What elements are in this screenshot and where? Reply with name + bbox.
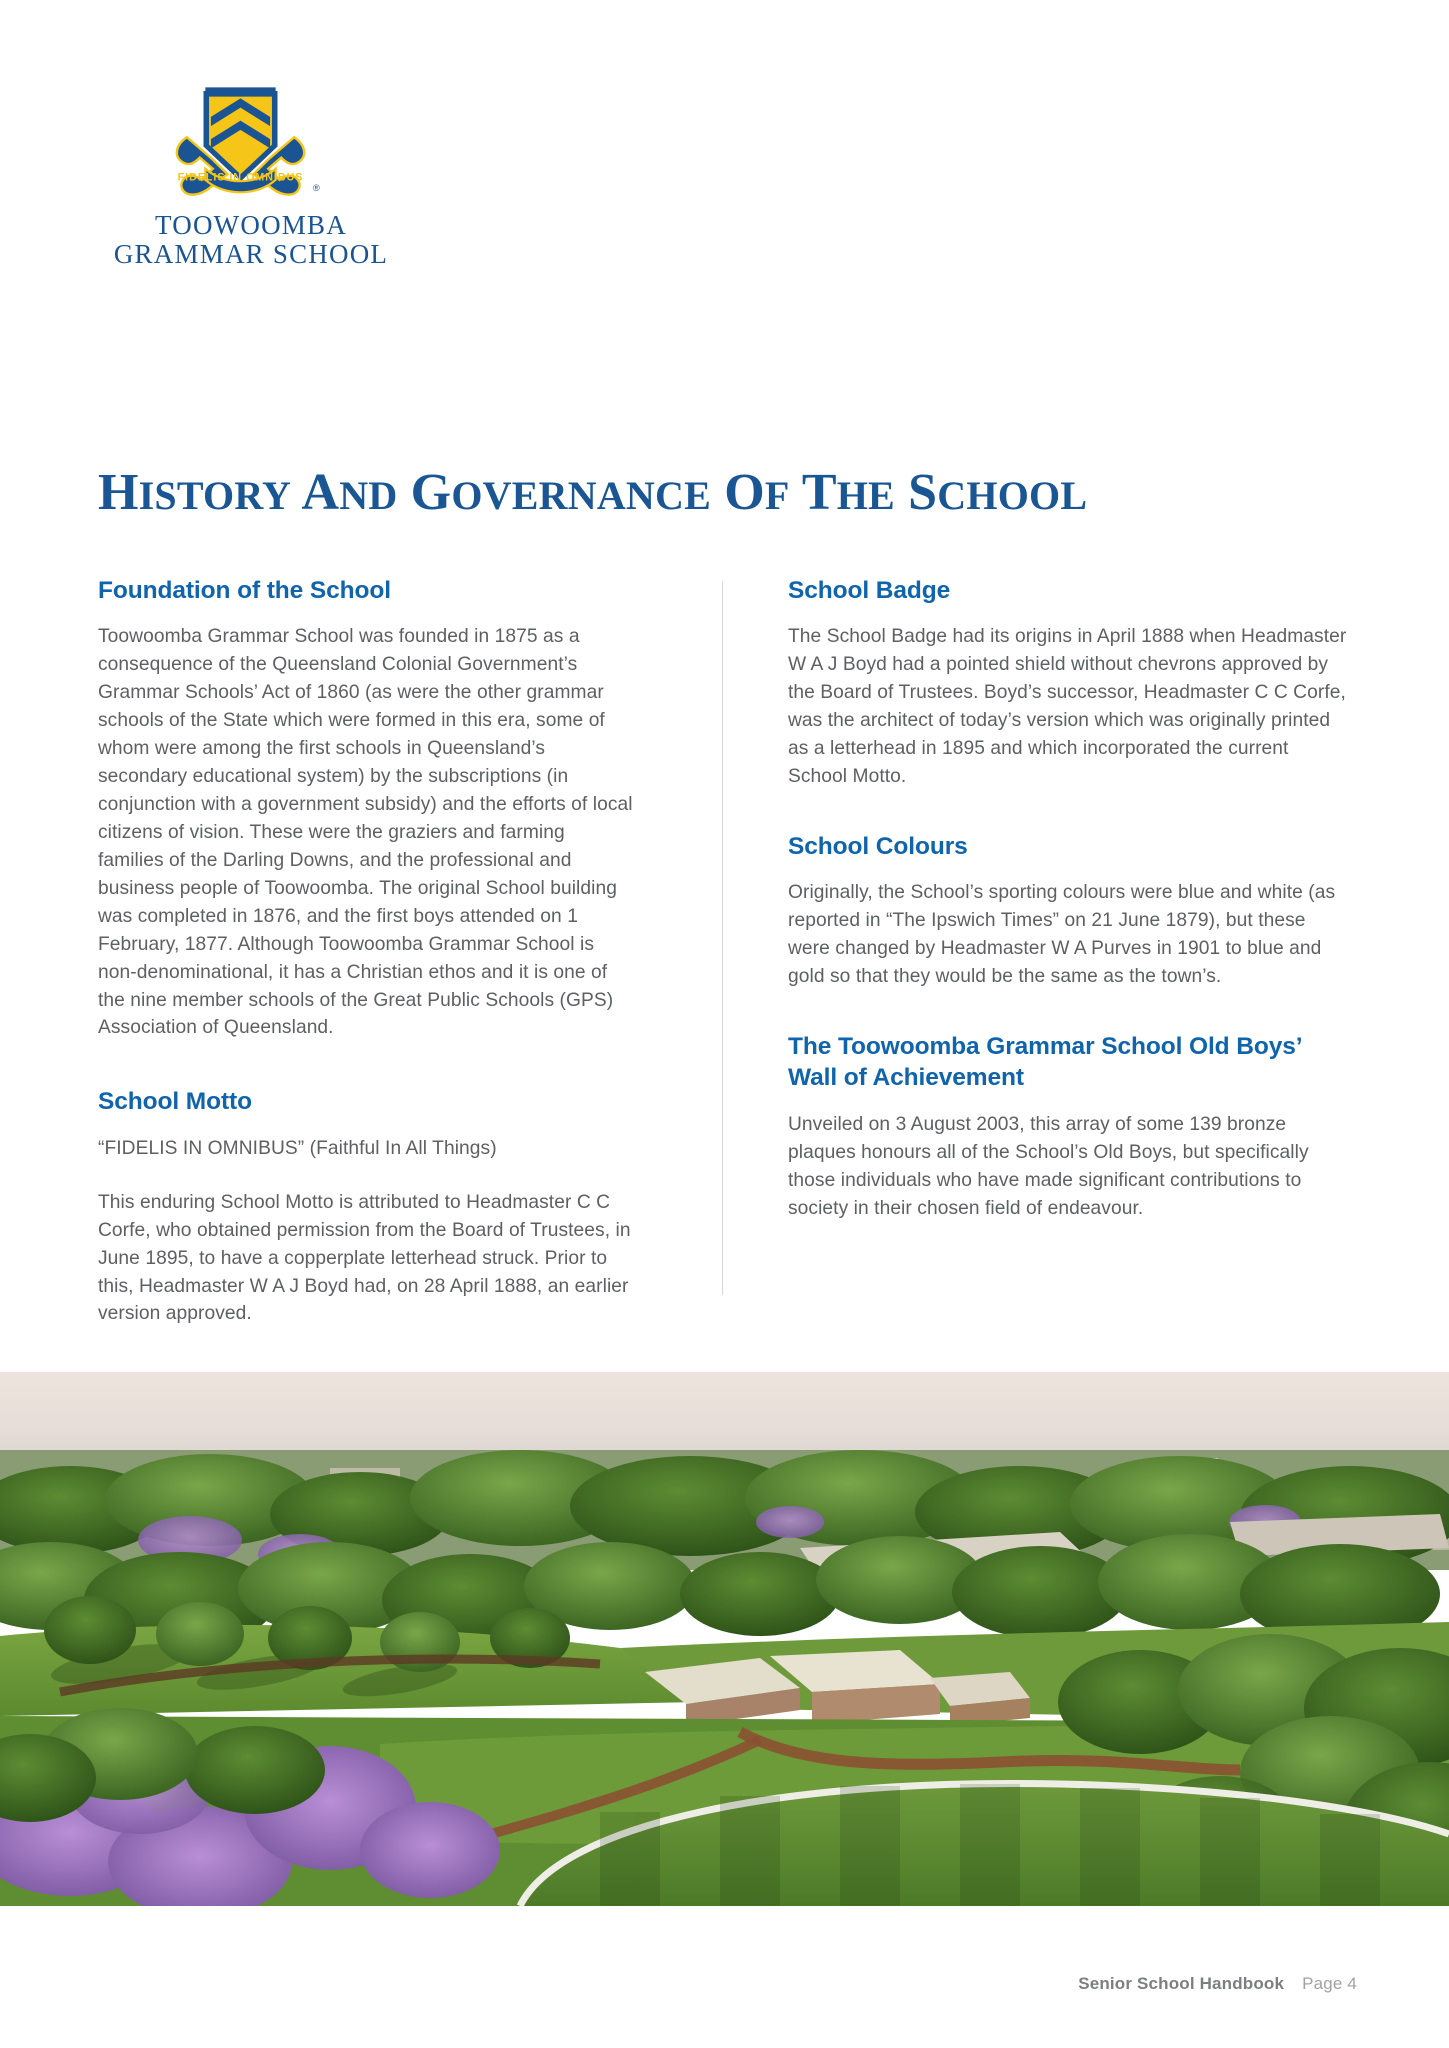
footer-handbook-label: Senior School Handbook [1078,1974,1285,1993]
heading-foundation-of-the-school: Foundation of the School [98,577,391,604]
paragraph-motto-history: This enduring School Motto is attributed to Headmaster C C Corfe, who obtained permission from the Board of Trustees, in June 1895, to have a copperplate letterhead struck. Prior to this, Headmaster W A J Boyd had, on 28 April 1888, an earlier version approved. [98,1191,631,1325]
paragraph-foundation: Toowoomba Grammar School was founded in 1875 as a consequence of the Queensland Colonial Government’s Grammar Schools’ Act of 1860 (as were the other grammar schools of the State which were formed in this era, some of whom were among the first schools in Queensland’s secondary educational system) by the subscriptions (in conjunction with a government subsidy) and the efforts of local citizens of vision. These were the graziers and farming families of the Darling Downs, and the professional and business people of Toowoomba. The original School building was completed in 1876, and the first boys attended on 1 February, 1877. Although Toowoomba Grammar School is non-denominational, it has a Christian ethos and it is one of the nine member schools of the Great Public Schools (GPS) Association of Queensland. [98,626,633,1039]
school-name-line-2: GRAMMAR SCHOOL [113,239,389,270]
school-crest-icon [148,78,333,203]
paragraph-school-colours: Originally, the School’s sporting colours were blue and white (as reported in “The Ipswich Times” on 21 June 1879), but these were changed by Headmaster W A Purves in 1901 to blue and gold so that they would be the same as the town’s. [788,882,1336,988]
heading-school-motto: School Motto [98,1088,252,1116]
paragraph-school-badge: The School Badge had its origins in April 1888 when Headmaster W A J Boyd had a pointed shield without chevrons approved by the Board of Trustees. Boyd’s successor, Headmaster C C Corfe, was the architect of today’s version which was originally printed as a letterhead in 1895 and which incorporated the current School Motto. [788,626,1347,788]
crest-motto-text: FIDELIS IN OMNIBUS [177,171,304,184]
spacer [98,1042,633,1086]
school-logo [96,78,406,269]
column-divider [722,581,723,1295]
registered-mark-icon: ® [312,182,320,193]
content-columns [98,575,1356,1325]
heading-school-badge: School Badge [788,577,951,604]
school-name [96,211,406,269]
left-column [98,575,633,1328]
heading-school-colours: School Colours [788,832,968,860]
right-column [788,575,1348,1223]
school-name-line-1: TOOWOOMBA [155,210,347,240]
footer-page-number: Page 4 [1302,1974,1357,1993]
paragraph-motto-latin: “FIDELIS IN OMNIBUS” (Faithful In All Things) [98,1137,497,1159]
page-title: HISTORY AND GOVERNANCE OF THE SCHOOL [98,463,1088,521]
paragraph-wall-of-achievement: Unveiled on 3 August 2003, this array of some 139 bronze plaques honours all of the School’s Old Boys, but specifically those individuals who have made significant contributions to society in their chosen field of endeavour. [788,1113,1309,1219]
campus-aerial-photo [0,1372,1449,1906]
heading-wall-of-achievement: The Toowoomba Grammar School Old Boys’ Wall of Achievement [788,1033,1302,1092]
page-footer [1078,1974,1357,1994]
spacer [788,791,1348,831]
spacer [788,991,1348,1031]
